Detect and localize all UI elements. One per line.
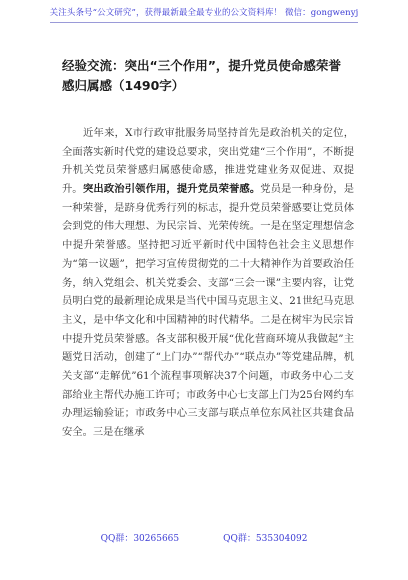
body-paragraph <box>62 180 354 442</box>
qq-group-2: QQ群：535304092 <box>223 534 308 544</box>
paragraph-lead-heading: 突出政治引领作用，提升党员荣誉感。 <box>83 183 261 195</box>
document-title: 经验交流：突出“三个作用”，提升党员使命感荣誉感归属感（1490字） <box>62 58 341 93</box>
paragraph-text: 近年来，X市行政审批服务局坚持首先是政治机关的定位，全面落实新时代党的建设总要求，突出党建“三个作用”，不断提升机关党员荣誉感归属感使命感，推进党建业务双促进、双提升。 <box>62 127 354 196</box>
promo-banner: 关注头条号“公文研究”，获得最新最全最专业的公文资料库！ 微信：gongwenyj <box>49 8 359 18</box>
qq-group-1: QQ群：30265665 <box>100 534 180 544</box>
header-divider <box>50 22 358 23</box>
paragraph-text: 党员是一种身份，是一种荣誉，是跻身优秀行列的标志，提升党员荣誉感要让党员体会到党的伟大理想、为民宗旨、光荣传统。一是在坚定理想信念中提升荣誉感。坚持把习近平新时代中国特色社会主义思想作为“第一议题”，把学习宣传贯彻党的二十大精神作为首要政治任务，纳入党组会、机关党委会、支部“三会一课”主要内容，让党员明白党的最新理论成果是当代中国马克思主义、21世纪马克思主义，是中华文化和中国精神的时代精华。二是在树牢为民宗旨中提升党员荣誉感。各支部积极开展“优化营商环境从我做起”主题党日活动，创建了“上门办”“帮代办”“联点办”等党建品牌，机关支部“走解优”61个流程事项解决37个问题，市政务中心二支部给业主帮代办施工许可；市政务中心七支部上门为25台网约车办理运输验证；市政务中心三支部与联点单位东风社区共建食品安全。三是在继承 <box>62 183 355 439</box>
footer-qq-groups <box>0 531 408 544</box>
